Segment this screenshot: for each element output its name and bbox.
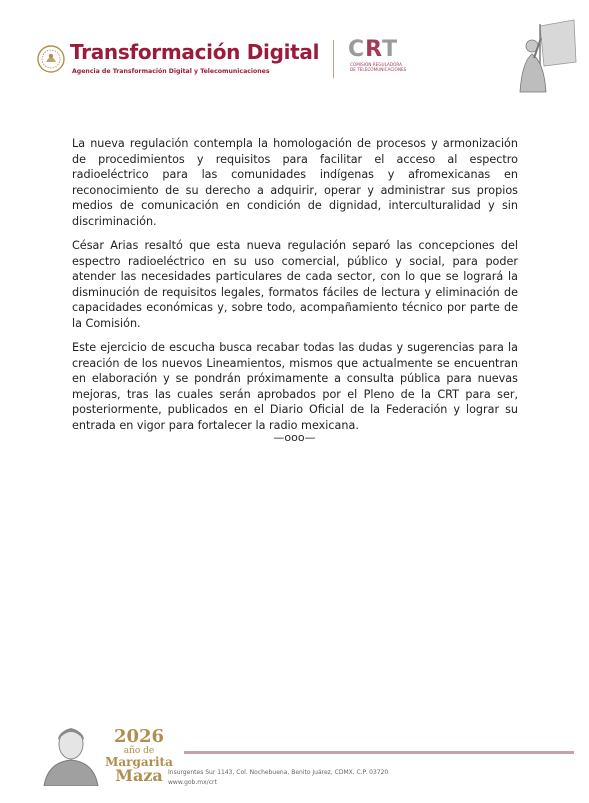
footer-divider (184, 751, 574, 754)
brand-title: Transformación Digital (70, 40, 320, 64)
footer-address (168, 768, 388, 788)
press-release-body (72, 136, 518, 442)
paragraph-2: César Arias resaltó que esta nueva regulación separó las concepciones del espectro radioeléctrico en su uso comercial, público y social, para poder atender las necesidades particulares de cada sector, con lo que se logrará la disminución de requisitos legales, formatos fáciles de lectura y eliminación de capacidades económicas y, sobre todo, acompañamiento técnico por parte de la Comisión. (72, 239, 518, 330)
paragraph-3: Este ejercicio de escucha busca recabar todas las dudas y sugerencias para la creación de los nuevos Lineamientos, mismos que actualmente se encuentran en elaboración y se pondrán próximamente a consulta pública para nuevas mejoras, tras las cuales serán aprobados por el Pleno de la CRT para ser, posteriormente, publicados en el Diario Oficial de la Federación y lograr su entrada en vigor para fortalecer la radio mexicana. (72, 341, 518, 432)
year-of-margarita-maza (104, 728, 174, 784)
crt-logo: CRT (348, 37, 399, 62)
letterhead (0, 0, 589, 95)
flag-bearer-illustration-icon (510, 18, 580, 94)
paragraph-1: La nueva regulación contempla la homologación de procesos y armonización de procedimientos y requisitos para facilitar el acceso al espectro radioeléctrico para las comunidades indígenas y afromexicanas en reconocimiento de su derecho a adquirir, operar y administrar sus propios medios de comunicación en condición de dignidad, interculturalidad y sin discriminación. (72, 137, 518, 228)
year-number: 2026 (113, 726, 165, 747)
national-emblem-icon (36, 44, 66, 74)
website-link[interactable]: www.gob.mx/crt (168, 779, 217, 786)
closing-mark: —ooo— (273, 431, 316, 444)
header-divider (333, 40, 334, 78)
crt-subtitle: COMISIÓN REGULADORA DE TELECOMUNICACIONES (350, 62, 407, 72)
address-line: Insurgentes Sur 1143, Col. Nochebuena, Benito Juárez, CDMX, C.P. 03720 (168, 769, 389, 776)
year-subtitle: año de (123, 746, 155, 756)
year-name-last: Maza (115, 766, 163, 785)
year-name-first: Margarita (105, 755, 173, 769)
margarita-maza-portrait-icon (40, 722, 102, 786)
brand-subtitle: Agencia de Transformación Digital y Telecomunicaciones (72, 68, 270, 75)
